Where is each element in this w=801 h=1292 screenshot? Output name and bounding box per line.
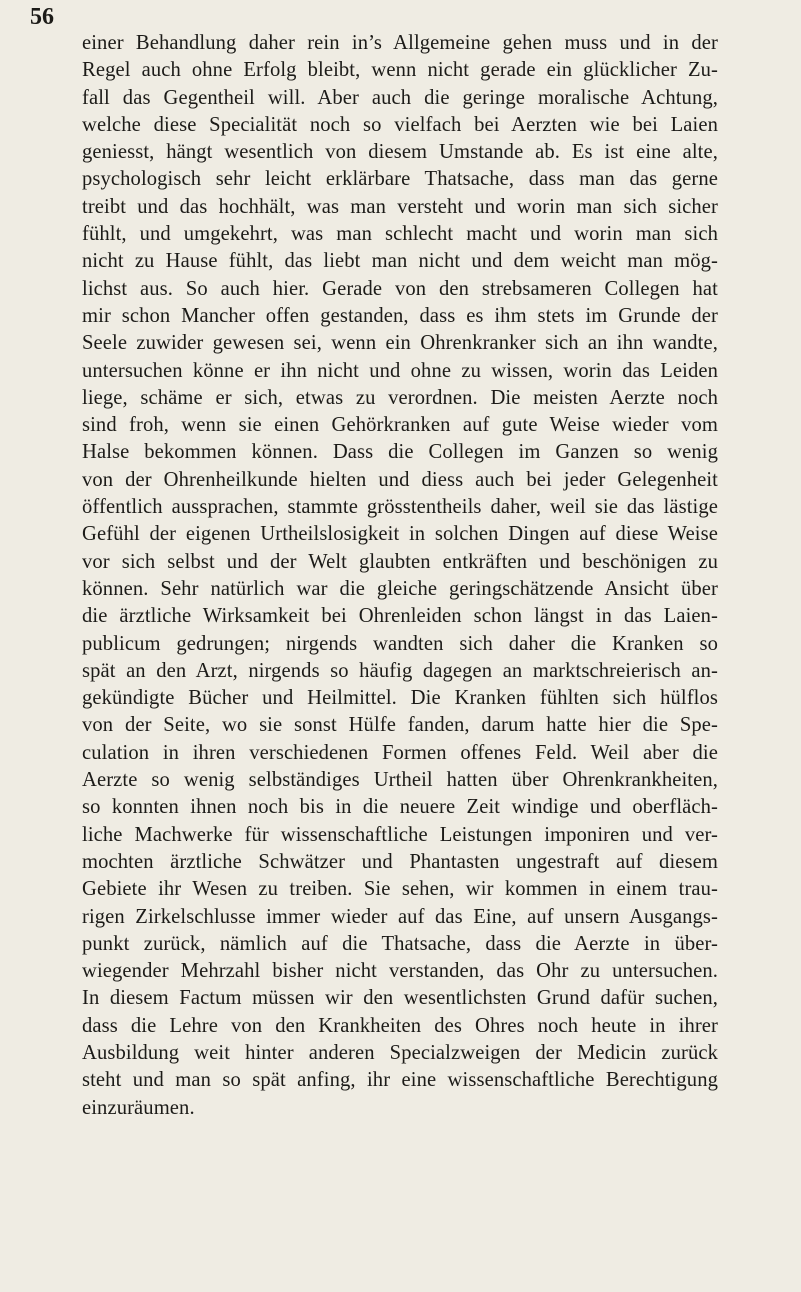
text-line: psychologisch sehr leicht erklärbare Thatsache, dass man das gerne [82,168,718,191]
text-line: Aerzte so wenig selbständiges Urtheil hatten über Ohrenkrankheiten, [82,769,718,792]
text-line: einer Behandlung daher rein in’s Allgemeine gehen muss und in der [82,32,718,54]
text-line: spät an den Arzt, nirgends so häufig dagegen an marktschreierisch an- [82,659,718,682]
body-text [82,30,718,1122]
text-line: dass die Lehre von den Krankheiten des Ohres noch heute in ihrer [82,1014,718,1037]
text-line: treibt und das hochhält, was man versteht und worin man sich sicher [82,195,718,218]
text-line: können. Sehr natürlich war die gleiche geringschätzende Ansicht über [82,577,718,600]
text-line: einzuräumen. [82,1096,195,1119]
text-line: untersuchen könne er ihn nicht und ohne zu wissen, worin das Leiden [82,359,718,382]
text-line: fall das Gegentheil will. Aber auch die geringe moralische Achtung, [82,86,718,109]
text-line: publicum gedrungen; nirgends wandten sich daher die Kranken so [82,632,718,655]
text-line: Regel auch ohne Erfolg bleibt, wenn nicht gerade ein glücklicher Zu- [82,59,718,82]
text-line: lichst aus. So auch hier. Gerade von den strebsameren Collegen hat [82,277,718,300]
text-line: die ärztliche Wirksamkeit bei Ohrenleiden schon längst in das Laien- [82,605,718,628]
text-line: Gefühl der eigenen Urtheilslosigkeit in solchen Dingen auf diese Weise [82,523,718,546]
text-line: Halse bekommen können. Dass die Collegen im Ganzen so wenig [82,441,718,464]
text-line: Ausbildung weit hinter anderen Specialzweigen der Medicin zurück [82,1041,718,1064]
text-line: liege, schäme er sich, etwas zu verordnen. Die meisten Aerzte noch [82,386,718,409]
text-line: geniesst, hängt wesentlich von diesem Umstande ab. Es ist eine alte, [82,141,718,164]
text-line: culation in ihren verschiedenen Formen offenes Feld. Weil aber die [82,741,718,764]
text-line: so konnten ihnen noch bis in die neuere Zeit windige und oberfläch- [82,796,718,819]
text-line: öffentlich aussprachen, stammte grösstentheils daher, weil sie das lästige [82,496,718,519]
text-line: mir schon Mancher offen gestanden, dass es ihm stets im Grunde der [82,304,718,327]
text-line: rigen Zirkelschlusse immer wieder auf das Eine, auf unsern Ausgangs- [82,905,718,928]
text-line: wiegender Mehrzahl bisher nicht verstanden, das Ohr zu untersuchen. [82,960,718,983]
text-line: In diesem Factum müssen wir den wesentlichsten Grund dafür suchen, [82,987,718,1010]
text-line: welche diese Specialität noch so vielfach bei Aerzten wie bei Laien [82,113,718,136]
text-line: Gebiete ihr Wesen zu treiben. Sie sehen, wir kommen in einem trau- [82,878,718,901]
text-line: Seele zuwider gewesen sei, wenn ein Ohrenkranker sich an ihn wandte, [82,332,718,355]
text-line: punkt zurück, nämlich auf die Thatsache, dass die Aerzte in über- [82,932,718,955]
text-line: liche Machwerke für wissenschaftliche Leistungen imponiren und ver- [82,823,718,846]
text-line: nicht zu Hause fühlt, das liebt man nicht und dem weicht man mög- [82,250,718,273]
text-line: mochten ärztliche Schwätzer und Phantasten ungestraft auf diesem [82,850,718,873]
text-line: gekündigte Bücher und Heilmittel. Die Kranken fühlten sich hülflos [82,687,718,710]
text-line: steht und man so spät anfing, ihr eine wissenschaftliche Berechtigung [82,1069,718,1092]
text-line: fühlt, und umgekehrt, was man schlecht macht und worin man sich [82,223,718,246]
text-line: sind froh, wenn sie einen Gehörkranken auf gute Weise wieder vom [82,414,718,437]
text-line: von der Ohrenheilkunde hielten und diess auch bei jeder Gelegenheit [82,468,718,491]
text-line: vor sich selbst und der Welt glaubten entkräften und beschönigen zu [82,550,718,573]
text-line: von der Seite, wo sie sonst Hülfe fanden, darum hatte hier die Spe- [82,714,718,737]
page-number: 56 [30,4,54,30]
